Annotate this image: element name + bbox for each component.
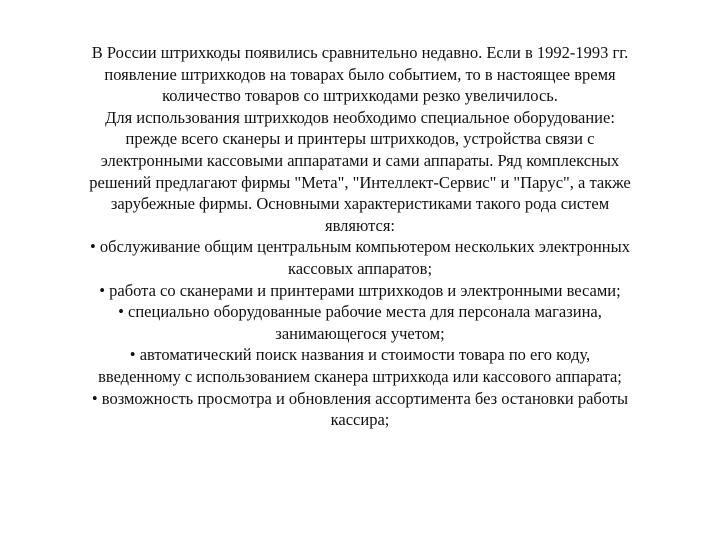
bullet-item-scanners: • работа со сканерами и принтерами штрихкодов и электронными весами; <box>99 280 621 300</box>
slide <box>40 30 680 510</box>
body-text <box>40 42 680 431</box>
bullet-item-workplaces-cont: занимающегося учетом; <box>275 323 445 343</box>
equipment-line-2: прежде всего сканеры и принтеры штрихкодов, устройства связи с <box>125 129 595 149</box>
bullet-item-auto-search-cont: введенному с использованием сканера штрихкода или кассового аппарата; <box>98 366 622 386</box>
vendors-line-1: решений предлагают фирмы "Мета", "Интеллект-Сервис" и "Парус", а также <box>89 172 631 192</box>
bullet-item-auto-search: • автоматический поиск названия и стоимости товара по его коду, <box>129 345 591 365</box>
vendors-line-2: зарубежные фирмы. Основными характеристиками такого рода систем <box>110 194 610 214</box>
bullet-item-workplaces: • специально оборудованные рабочие места для персонала магазина, <box>118 302 602 322</box>
intro-line-2: появление штрихкодов на товарах было событием, то в настоящее время <box>104 64 616 84</box>
bullet-item-assortment-cont: кассира; <box>330 410 390 430</box>
bullet-item-central-computer: • обслуживание общим центральным компьютером нескольких электронных <box>90 237 630 257</box>
equipment-line-3: электронными кассовыми аппаратами и сами аппараты. Ряд комплексных <box>100 150 620 170</box>
bullet-item-central-computer-cont: кассовых аппаратов; <box>287 258 433 278</box>
intro-line-1: В России штрихкоды появились сравнительно недавно. Если в 1992-1993 гг. <box>91 43 629 62</box>
equipment-line-1: Для использования штрихкодов необходимо специальное оборудование: <box>105 107 615 127</box>
vendors-line-3: являются: <box>324 215 395 235</box>
bullet-item-assortment: • возможность просмотра и обновления ассортимента без остановки работы <box>91 388 629 408</box>
intro-line-3: количество товаров со штрихкодами резко увеличилось. <box>162 86 558 106</box>
